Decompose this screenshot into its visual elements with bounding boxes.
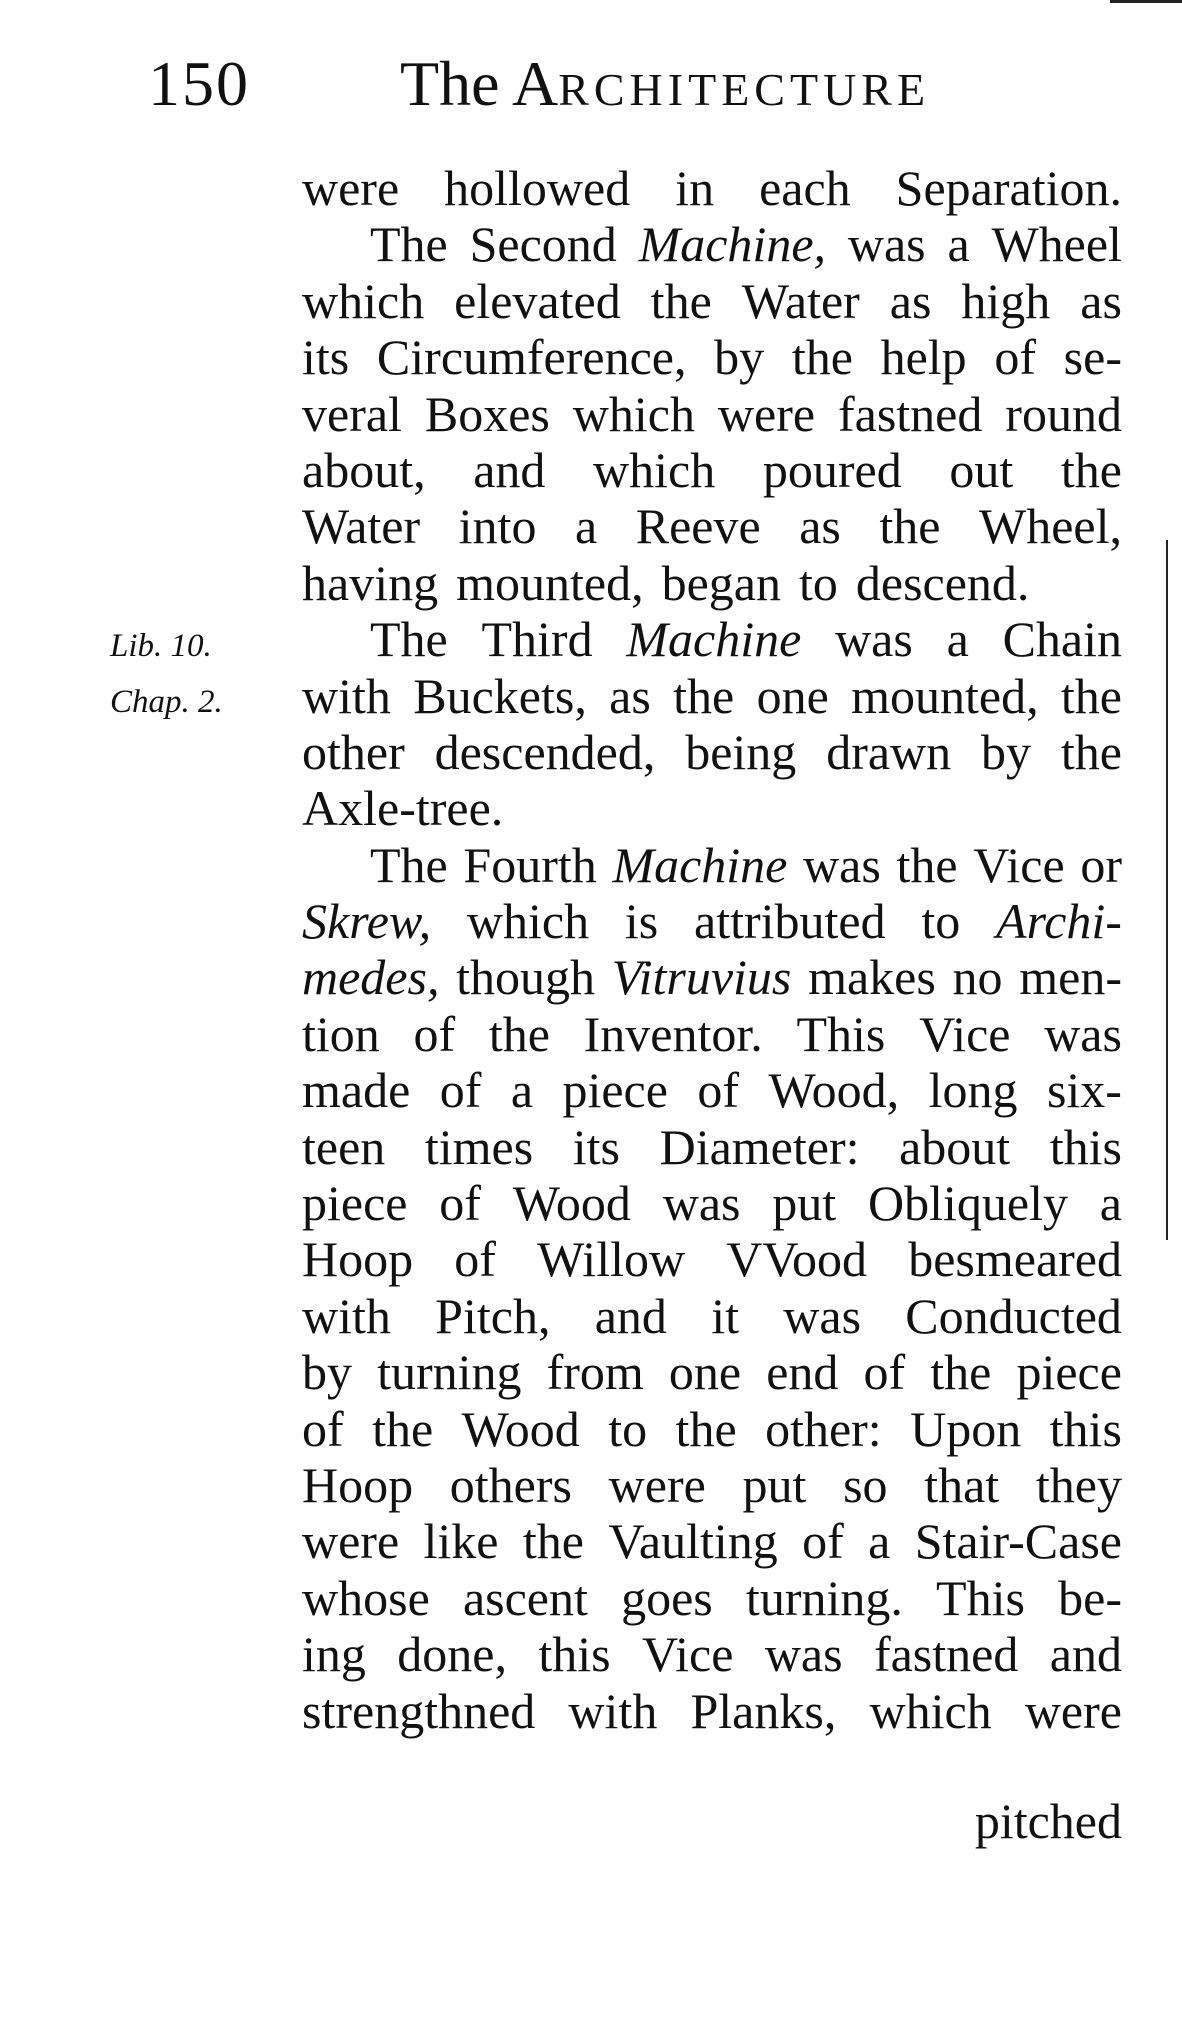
text-line (302, 1175, 1122, 1231)
word: the (1060, 723, 1122, 780)
running-head-the: The (400, 48, 500, 119)
word: teen (302, 1118, 386, 1175)
word: VVood (726, 1231, 868, 1288)
word: the (879, 498, 941, 555)
word: Inventor. (583, 1005, 763, 1062)
word: drawn (826, 723, 952, 780)
word: as (609, 667, 651, 724)
word: being (685, 723, 797, 780)
word: to (608, 1400, 648, 1457)
word: se- (1063, 329, 1122, 386)
word: they (1035, 1456, 1122, 1513)
word: Third (481, 611, 593, 668)
word: tion (302, 1005, 380, 1062)
word: the (896, 836, 958, 893)
word: other: (765, 1400, 882, 1457)
word: piece (562, 1062, 668, 1119)
word: Wood, (768, 1062, 900, 1119)
word: Vice (919, 1005, 1011, 1062)
word: Pitch, (435, 1287, 551, 1344)
word: others (449, 1456, 572, 1513)
word: help (880, 329, 967, 386)
word: of (302, 1400, 344, 1457)
page-number: 150 (148, 48, 250, 119)
word: it (711, 1287, 739, 1344)
word: Vaulting (608, 1513, 778, 1570)
text-line (302, 273, 1122, 329)
word: a (1099, 1175, 1122, 1232)
word: was (803, 836, 881, 893)
word: was (1044, 1005, 1122, 1062)
text-line (302, 1006, 1122, 1062)
text-line (302, 1570, 1122, 1626)
word: which (593, 441, 716, 498)
word: with (302, 1287, 391, 1344)
word: Skrew, (302, 893, 432, 950)
word: Conducted (905, 1287, 1122, 1344)
word: of (802, 1513, 844, 1570)
word: began (661, 554, 781, 611)
word: its (302, 329, 350, 386)
word: medes, (302, 949, 440, 1006)
word: the (488, 1005, 550, 1062)
word: the (930, 1344, 992, 1401)
word: ing (302, 1626, 366, 1683)
word: a (946, 611, 969, 668)
word: no (952, 949, 1003, 1006)
word: the (522, 1513, 584, 1570)
word: Vice (642, 1626, 734, 1683)
text-line (302, 611, 1122, 667)
word: a (947, 216, 970, 273)
word: Upon (910, 1400, 1022, 1457)
word: this (1049, 1400, 1122, 1457)
word: put (742, 1456, 807, 1513)
word: poured (762, 441, 902, 498)
word: Diameter: (659, 1118, 860, 1175)
word: about (899, 1118, 1011, 1175)
text-line (302, 498, 1122, 554)
word: which (572, 385, 695, 442)
word: done, (397, 1626, 507, 1683)
word: Archi- (996, 893, 1122, 950)
word: to (921, 893, 961, 950)
word: was (783, 1287, 862, 1344)
word: Wood (512, 1175, 631, 1232)
word: of (697, 1062, 740, 1119)
word: by (981, 723, 1032, 780)
text-line (302, 1513, 1122, 1569)
word: This (796, 1005, 886, 1062)
word: fastned (837, 385, 983, 442)
word: to (798, 554, 838, 611)
word: Planks, (690, 1682, 837, 1739)
text-line (302, 1119, 1122, 1175)
word: veral (302, 385, 402, 442)
word: Buckets, (413, 667, 587, 724)
word: Water (302, 498, 421, 555)
running-head-initial: A (511, 48, 559, 119)
word: Hoop (302, 1231, 414, 1288)
word: that (924, 1456, 1000, 1513)
word: The (370, 836, 448, 893)
word: piece (1016, 1344, 1122, 1401)
word: this (1049, 1118, 1122, 1175)
body-text (302, 160, 1122, 1739)
word: makes (808, 949, 936, 1006)
text-line (302, 1288, 1122, 1344)
text-line (302, 668, 1122, 724)
word: the (1060, 441, 1122, 498)
word: Axle-tree. (302, 780, 504, 837)
word: whose (302, 1569, 430, 1626)
text-line (302, 893, 1122, 949)
word: the (675, 1400, 737, 1457)
word: descended, (434, 723, 656, 780)
text-line (302, 216, 1122, 272)
word: as (889, 272, 932, 329)
word: of (863, 1344, 906, 1401)
word: a (510, 1062, 534, 1119)
word: each (759, 160, 851, 216)
text-line (302, 1344, 1122, 1400)
word: Water (741, 272, 860, 329)
word: Separation. (895, 160, 1122, 216)
text-line (302, 1062, 1122, 1118)
word: Boxes (424, 385, 550, 442)
word: besmeared (908, 1231, 1122, 1288)
word: with (302, 667, 391, 724)
word: mounted, (851, 667, 1039, 724)
word: or (1080, 836, 1122, 893)
text-line (302, 780, 1122, 836)
word: Hoop (302, 1456, 414, 1513)
word: Machine (612, 836, 788, 893)
word: is (624, 893, 659, 950)
word: Chain (1002, 611, 1122, 668)
running-head-smallcaps: RCHITECTURE (558, 64, 931, 115)
text-line (302, 555, 1122, 611)
text-line (302, 1401, 1122, 1457)
text-line (302, 329, 1122, 385)
word: other (302, 723, 405, 780)
word: round (1005, 385, 1122, 442)
word: from (546, 1344, 644, 1401)
margin-note (110, 618, 223, 731)
word: long (928, 1062, 1018, 1119)
word: about, (302, 441, 426, 498)
word: having (302, 554, 439, 611)
word: six- (1046, 1062, 1122, 1119)
word: Willow (537, 1231, 686, 1288)
word: ascent (462, 1569, 588, 1626)
word: Vitruvius (611, 949, 792, 1006)
word: turning. (745, 1569, 903, 1626)
text-line (302, 386, 1122, 442)
word: a (868, 1513, 891, 1570)
word: of (413, 1005, 456, 1062)
text-line (302, 1683, 1122, 1739)
word: was (847, 216, 926, 273)
word: as (1080, 272, 1122, 329)
word: The (370, 216, 448, 273)
word: so (843, 1456, 888, 1513)
word: the (791, 329, 853, 386)
word: elevated (454, 272, 621, 329)
word: into (458, 498, 537, 555)
word: Obliquely (867, 1175, 1068, 1232)
text-line (302, 1457, 1122, 1513)
word: of (454, 1231, 496, 1288)
word: was (764, 1626, 843, 1683)
text-line (302, 442, 1122, 498)
word: out (949, 441, 1014, 498)
word: The (370, 611, 448, 668)
word: like (423, 1513, 499, 1570)
word: high (961, 272, 1051, 329)
word: were (608, 1456, 706, 1513)
word: were (717, 385, 816, 442)
text-line (302, 160, 1122, 216)
word: hollowed (444, 160, 631, 216)
word: end (766, 1344, 839, 1401)
word: its (572, 1118, 621, 1175)
word: Second (469, 216, 617, 273)
catchword: pitched (974, 1793, 1122, 1849)
text-line (302, 837, 1122, 893)
word: was (835, 611, 913, 668)
running-head (400, 48, 931, 119)
word: were (302, 1513, 400, 1570)
word: Wheel (991, 216, 1122, 273)
word: and (1049, 1626, 1122, 1683)
word: mounted, (456, 554, 644, 611)
word: Circumference, (376, 329, 687, 386)
word: was (662, 1175, 741, 1232)
word: were (302, 160, 400, 216)
word: Vice (973, 836, 1065, 893)
word: the (372, 1400, 434, 1457)
word: Wood (461, 1400, 580, 1457)
word: Wheel, (979, 498, 1122, 555)
text-line (302, 1626, 1122, 1682)
word: This (936, 1569, 1025, 1626)
word: times (424, 1118, 534, 1175)
text-line (302, 724, 1122, 780)
word: and (594, 1287, 667, 1344)
text-line (302, 1231, 1122, 1287)
word: piece (302, 1175, 408, 1232)
word: by (714, 329, 765, 386)
word: men- (1019, 949, 1122, 1006)
word: a (574, 498, 598, 555)
word: fastned (873, 1626, 1019, 1683)
word: were (1024, 1682, 1122, 1739)
word: in (675, 160, 715, 216)
word: Machine, (638, 216, 827, 273)
word: of (994, 329, 1036, 386)
word: Machine (626, 611, 802, 668)
word: made (302, 1062, 411, 1119)
word: this (538, 1626, 611, 1683)
word: by (302, 1344, 352, 1401)
word: Reeve (635, 498, 761, 555)
word: strengthned (302, 1682, 536, 1739)
word: which (466, 893, 590, 950)
word: one (756, 667, 829, 724)
margin-note-chapter: Chap. 2. (110, 684, 223, 721)
word: Fourth (463, 836, 597, 893)
word: descend. (855, 554, 1030, 611)
word: the (1060, 667, 1122, 724)
word: which (302, 272, 425, 329)
word: with (568, 1682, 658, 1739)
word: goes (621, 1569, 713, 1626)
word: though (456, 949, 596, 1006)
margin-rule (1166, 540, 1168, 1240)
word: attributed (694, 893, 886, 950)
word: of (439, 1062, 482, 1119)
word: put (772, 1175, 837, 1232)
word: Stair-Case (914, 1513, 1122, 1570)
word: one (668, 1344, 742, 1401)
word: which (869, 1682, 992, 1739)
word: and (473, 441, 546, 498)
word: turning (377, 1344, 522, 1401)
word: of (439, 1175, 481, 1232)
word: the (673, 667, 735, 724)
word: be- (1058, 1569, 1122, 1626)
page-corner-mark (1110, 0, 1182, 3)
text-line (302, 949, 1122, 1005)
margin-note-book: Lib. 10. (110, 628, 212, 664)
word: the (650, 272, 712, 329)
word: as (799, 498, 841, 555)
